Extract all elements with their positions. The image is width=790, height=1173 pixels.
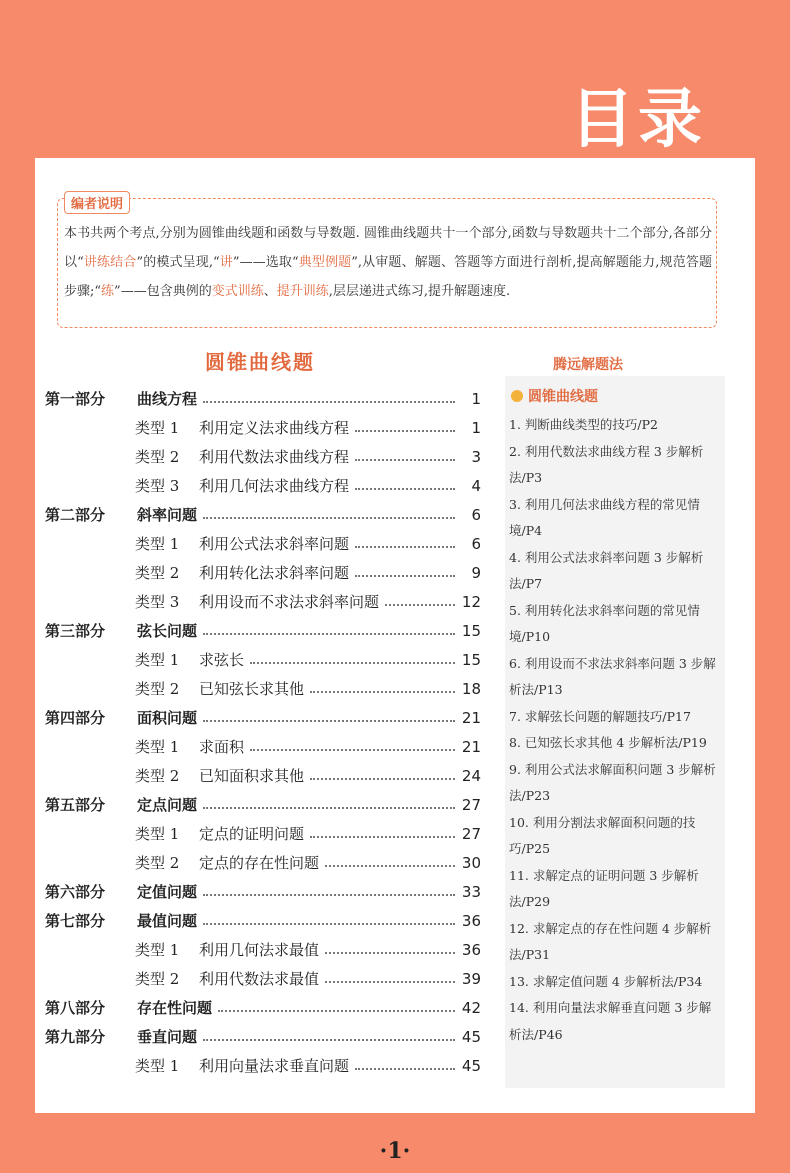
toc-page: 4 — [455, 477, 481, 495]
method-item: 8. 已知弦长求其他 4 步解析法/P19 — [509, 735, 707, 750]
toc-leader — [203, 1039, 455, 1041]
method-item: 11. 求解定点的证明问题 3 步解析法/P29 — [509, 867, 699, 909]
note-highlight: 讲 — [219, 255, 233, 270]
toc-part-row[interactable] — [45, 500, 481, 529]
toc-page: 3 — [455, 448, 481, 466]
toc-number: 类型 1 — [135, 939, 199, 960]
toc-leader — [325, 865, 455, 867]
toc-page: 36 — [455, 912, 481, 930]
note-segment: 、 — [263, 284, 277, 299]
toc-label: 存在性问题 — [137, 997, 218, 1018]
toc-label: 求弦长 — [199, 649, 250, 670]
note-highlight: 提升训练 — [276, 284, 329, 299]
method-item: 5. 利用转化法求斜率问题的常见情境/P10 — [509, 602, 700, 644]
toc-leader — [355, 575, 455, 577]
page-title: 目录 — [570, 83, 706, 157]
toc-type-row[interactable] — [45, 558, 481, 587]
note-segment: 本书共两个考点,分别为圆锥曲线题和函数与导数题. 圆锥曲线题共十一个部分,函数与导数题共十二个部分,各部分以“ — [64, 226, 712, 270]
toc-leader — [355, 488, 455, 490]
toc-leader — [203, 401, 455, 403]
toc-page: 42 — [455, 999, 481, 1017]
toc-leader — [203, 720, 455, 722]
toc-type-row[interactable] — [45, 732, 481, 761]
section-title: 圆锥曲线题 — [205, 350, 315, 374]
toc-part-row[interactable] — [45, 993, 481, 1022]
method-item: 3. 利用几何法求曲线方程的常见情境/P4 — [509, 496, 700, 538]
toc-leader — [250, 749, 455, 751]
method-item: 14. 利用向量法求解垂直问题 3 步解析法/P46 — [509, 1000, 712, 1042]
method-item: 12. 求解定点的存在性问题 4 步解析法/P31 — [509, 920, 712, 962]
toc-page: 12 — [455, 593, 481, 611]
toc-leader — [355, 1068, 455, 1070]
toc-page: 6 — [455, 535, 481, 553]
toc-type-row[interactable] — [45, 964, 481, 993]
toc-label: 利用几何法求最值 — [199, 939, 325, 960]
note-segment: ”,从审题、解题、答题等方面进行剖析,提高解题能力,规范答题步骤;“ — [64, 255, 712, 299]
note-segment: ,层层递进式练习,提升解题速度. — [328, 284, 511, 299]
note-segment: ”——选取“ — [232, 255, 299, 270]
toc-number: 类型 1 — [135, 736, 199, 757]
toc-page: 39 — [455, 970, 481, 988]
toc-number: 类型 2 — [135, 968, 199, 989]
toc-leader — [355, 546, 455, 548]
toc-part-row[interactable] — [45, 616, 481, 645]
toc-part-row[interactable] — [45, 703, 481, 732]
toc-number: 类型 3 — [135, 475, 199, 496]
toc-label: 定点的存在性问题 — [199, 852, 325, 873]
toc-number: 类型 2 — [135, 562, 199, 583]
toc-label: 利用设而不求法求斜率问题 — [199, 591, 385, 612]
toc-number: 第一部分 — [45, 388, 137, 409]
toc-type-row[interactable] — [45, 819, 481, 848]
toc-type-row[interactable] — [45, 442, 481, 471]
toc-number: 类型 2 — [135, 446, 199, 467]
toc-number: 类型 2 — [135, 678, 199, 699]
toc-type-row[interactable] — [45, 1051, 481, 1080]
toc-page: 1 — [455, 390, 481, 408]
toc-number: 类型 1 — [135, 417, 199, 438]
method-item: 7. 求解弦长问题的解题技巧/P17 — [509, 708, 691, 724]
toc-leader — [310, 778, 455, 780]
toc-label: 弦长问题 — [137, 620, 203, 641]
toc-leader — [355, 430, 455, 432]
method-item: 2. 利用代数法求曲线方程 3 步解析法/P3 — [509, 443, 704, 485]
toc-page: 45 — [455, 1028, 481, 1046]
toc-label: 利用向量法求垂直问题 — [199, 1055, 355, 1076]
toc-number: 第九部分 — [45, 1026, 137, 1047]
method-item: 4. 利用公式法求斜率问题 3 步解析法/P7 — [509, 549, 704, 591]
note-segment: ”——包含典例的 — [114, 284, 212, 299]
toc-part-row[interactable] — [45, 790, 481, 819]
toc-label: 利用代数法求曲线方程 — [199, 446, 355, 467]
toc-card — [35, 158, 755, 1113]
method-panel-heading: 圆锥曲线题 — [511, 386, 598, 406]
toc-type-row[interactable] — [45, 935, 481, 964]
toc-number: 第七部分 — [45, 910, 137, 931]
toc-label: 定值问题 — [137, 881, 203, 902]
toc-label: 利用定义法求曲线方程 — [199, 417, 355, 438]
method-list — [509, 412, 719, 1048]
editor-note-tag: 编者说明 — [64, 191, 130, 214]
toc-leader — [385, 604, 455, 606]
toc-page: 24 — [455, 767, 481, 785]
method-item: 10. 利用分割法求解面积问题的技巧/P25 — [509, 814, 696, 856]
toc-type-row[interactable] — [45, 471, 481, 500]
toc-number: 类型 1 — [135, 1055, 199, 1076]
toc-part-row[interactable] — [45, 1022, 481, 1051]
toc-page: 15 — [455, 622, 481, 640]
toc-part-row[interactable] — [45, 877, 481, 906]
toc-page: 9 — [455, 564, 481, 582]
toc-label: 利用代数法求最值 — [199, 968, 325, 989]
lightbulb-icon — [511, 390, 523, 402]
toc-page: 18 — [455, 680, 481, 698]
toc-page: 30 — [455, 854, 481, 872]
toc-number: 第六部分 — [45, 881, 137, 902]
method-item: 6. 利用设而不求法求斜率问题 3 步解析法/P13 — [509, 655, 716, 697]
toc-number: 类型 3 — [135, 591, 199, 612]
toc-label: 利用公式法求斜率问题 — [199, 533, 355, 554]
toc-label: 利用转化法求斜率问题 — [199, 562, 355, 583]
toc-label: 已知面积求其他 — [199, 765, 310, 786]
toc-label: 定点问题 — [137, 794, 203, 815]
toc-leader — [203, 807, 455, 809]
toc-number: 类型 1 — [135, 649, 199, 670]
toc-leader — [325, 981, 455, 983]
editor-note-box — [57, 198, 717, 328]
page-number: ·1· — [379, 1138, 411, 1164]
toc-number: 类型 2 — [135, 852, 199, 873]
editor-note-text — [64, 219, 712, 306]
toc-page: 15 — [455, 651, 481, 669]
toc-page: 6 — [455, 506, 481, 524]
toc-leader — [310, 836, 455, 838]
toc-part-row[interactable] — [45, 384, 481, 413]
toc-leader — [250, 662, 455, 664]
toc-number: 第四部分 — [45, 707, 137, 728]
toc-page: 27 — [455, 825, 481, 843]
method-item: 9. 利用公式法求解面积问题 3 步解析法/P23 — [509, 761, 716, 803]
toc-leader — [203, 923, 455, 925]
toc-page: 33 — [455, 883, 481, 901]
note-highlight: 练 — [101, 284, 115, 299]
toc-page: 1 — [455, 419, 481, 437]
toc-number: 第八部分 — [45, 997, 137, 1018]
method-item: 1. 判断曲线类型的技巧/P2 — [509, 417, 658, 432]
note-highlight: 典型例题 — [298, 255, 352, 270]
toc-page: 36 — [455, 941, 481, 959]
note-highlight: 讲练结合 — [83, 255, 137, 270]
toc-label: 垂直问题 — [137, 1026, 203, 1047]
toc-page: 21 — [455, 709, 481, 727]
toc-label: 最值问题 — [137, 910, 203, 931]
toc-number: 第二部分 — [45, 504, 137, 525]
toc-label: 定点的证明问题 — [199, 823, 310, 844]
toc-number: 类型 1 — [135, 533, 199, 554]
toc-type-row[interactable] — [45, 848, 481, 877]
toc-page: 27 — [455, 796, 481, 814]
toc-number: 类型 2 — [135, 765, 199, 786]
method-panel — [505, 376, 725, 1088]
toc-leader — [310, 691, 455, 693]
toc-leader — [203, 894, 455, 896]
toc-number: 类型 1 — [135, 823, 199, 844]
toc-leader — [325, 952, 455, 954]
toc-number: 第五部分 — [45, 794, 137, 815]
toc-type-row[interactable] — [45, 674, 481, 703]
toc-type-row[interactable] — [45, 587, 481, 616]
side-tag: 腾远解题法 — [553, 357, 623, 373]
toc-label: 已知弦长求其他 — [199, 678, 310, 699]
toc-label: 求面积 — [199, 736, 250, 757]
toc-label: 利用几何法求曲线方程 — [199, 475, 355, 496]
note-highlight: 变式训练 — [211, 284, 264, 299]
toc-leader — [203, 517, 455, 519]
toc-label: 斜率问题 — [137, 504, 203, 525]
toc-type-row[interactable] — [45, 761, 481, 790]
toc-list — [45, 384, 481, 1080]
toc-page: 21 — [455, 738, 481, 756]
method-item: 13. 求解定值问题 4 步解析法/P34 — [509, 973, 703, 989]
toc-leader — [218, 1010, 455, 1012]
toc-page: 45 — [455, 1057, 481, 1075]
toc-leader — [355, 459, 455, 461]
toc-type-row[interactable] — [45, 645, 481, 674]
toc-type-row[interactable] — [45, 413, 481, 442]
toc-leader — [203, 633, 455, 635]
toc-number: 第三部分 — [45, 620, 137, 641]
toc-label: 曲线方程 — [137, 388, 203, 409]
toc-type-row[interactable] — [45, 529, 481, 558]
note-segment: ”的模式呈现,“ — [136, 255, 220, 270]
toc-part-row[interactable] — [45, 906, 481, 935]
toc-label: 面积问题 — [137, 707, 203, 728]
